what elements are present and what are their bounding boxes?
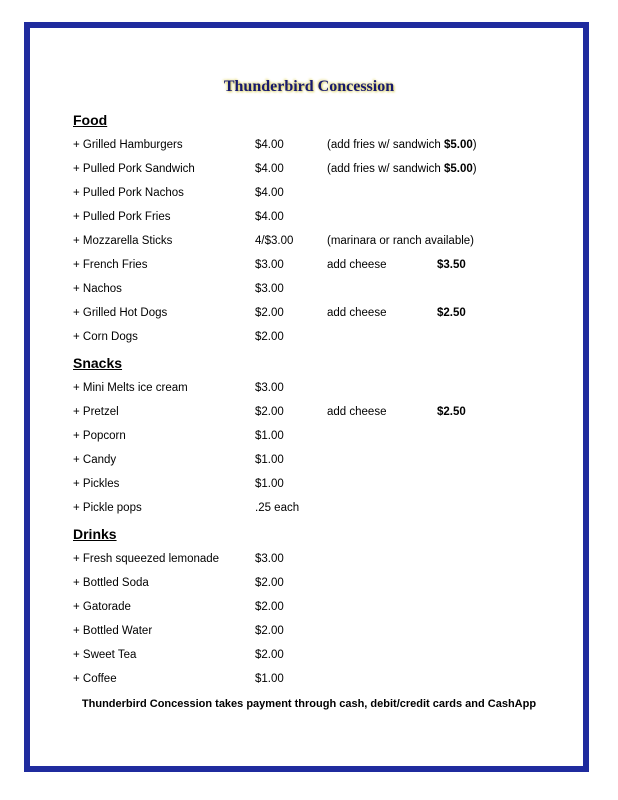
menu-item (0, 673, 618, 691)
item-name: + Grilled Hamburgers (73, 139, 183, 151)
item-name: + Corn Dogs (73, 331, 138, 343)
item-name: + Pulled Pork Sandwich (73, 163, 195, 175)
menu-item (0, 283, 618, 301)
item-note (327, 139, 477, 151)
menu-title: Thunderbird Concession (223, 78, 395, 95)
menu-item (0, 187, 618, 205)
menu-item (0, 235, 618, 253)
item-price: $1.00 (255, 478, 284, 490)
item-name: + Gatorade (73, 601, 131, 613)
menu-item (0, 382, 618, 400)
item-price: $2.00 (255, 601, 284, 613)
item-name: + Mini Melts ice cream (73, 382, 188, 394)
item-note: add cheese (327, 307, 387, 319)
menu-item (0, 211, 618, 229)
menu-item (0, 307, 618, 325)
item-name: + Grilled Hot Dogs (73, 307, 168, 319)
note-price: $5.00 (443, 163, 473, 175)
addon-price: $2.50 (437, 307, 466, 319)
menu-item (0, 331, 618, 349)
item-price: $2.00 (255, 625, 284, 637)
menu-item (0, 577, 618, 595)
item-name: + Candy (73, 454, 117, 466)
item-note: (marinara or ranch available) (327, 235, 475, 247)
item-price: $2.00 (255, 649, 284, 661)
item-name: + Pulled Pork Nachos (73, 187, 184, 199)
menu-item (0, 430, 618, 448)
menu-item (0, 502, 618, 520)
section-heading-drinks: Drinks (73, 526, 117, 542)
item-name: + Mozzarella Sticks (73, 235, 173, 247)
menu-item (0, 553, 618, 571)
item-price: 4/$3.00 (255, 235, 294, 247)
item-price: $2.00 (255, 307, 284, 319)
item-price: $1.00 (255, 454, 284, 466)
item-name: + Bottled Soda (73, 577, 149, 589)
note-close: ) (472, 163, 477, 175)
item-name: + French Fries (73, 259, 148, 271)
item-name: + Sweet Tea (73, 649, 137, 661)
item-price: $3.00 (255, 283, 284, 295)
item-name: + Pickles (73, 478, 120, 490)
menu-item (0, 454, 618, 472)
item-price: $2.00 (255, 577, 284, 589)
addon-price: $2.50 (437, 406, 466, 418)
item-price: $4.00 (255, 139, 284, 151)
payment-footer: Thunderbird Concession takes payment through cash, debit/credit cards and CashApp (81, 698, 537, 710)
item-price: $3.00 (255, 382, 284, 394)
menu-item (0, 406, 618, 424)
item-name: + Coffee (73, 673, 117, 685)
item-price: $1.00 (255, 430, 284, 442)
note-close: ) (472, 139, 477, 151)
menu-item (0, 139, 618, 157)
item-price: $4.00 (255, 187, 284, 199)
item-name: + Pulled Pork Fries (73, 211, 171, 223)
item-name: + Pretzel (73, 406, 119, 418)
item-name: + Pickle pops (73, 502, 142, 514)
item-name: + Nachos (73, 283, 122, 295)
menu-item (0, 478, 618, 496)
item-price: .25 each (255, 502, 300, 514)
item-price: $2.00 (255, 406, 284, 418)
section-heading-snacks: Snacks (73, 355, 123, 371)
note-price: $5.00 (443, 139, 473, 151)
note-text: (add fries w/ sandwich (327, 139, 444, 151)
menu-item (0, 259, 618, 277)
item-price: $2.00 (255, 331, 284, 343)
section-heading-food: Food (73, 112, 108, 128)
item-name: + Fresh squeezed lemonade (73, 553, 220, 565)
item-name: + Popcorn (73, 430, 126, 442)
menu-item (0, 163, 618, 181)
menu-item (0, 601, 618, 619)
item-price: $4.00 (255, 163, 284, 175)
item-note (327, 163, 477, 175)
item-note: add cheese (327, 406, 387, 418)
item-note: add cheese (327, 259, 387, 271)
item-price: $3.00 (255, 553, 284, 565)
menu-item (0, 649, 618, 667)
note-text: (add fries w/ sandwich (327, 163, 444, 175)
item-price: $1.00 (255, 673, 284, 685)
item-price: $4.00 (255, 211, 284, 223)
menu-item (0, 625, 618, 643)
addon-price: $3.50 (437, 259, 466, 271)
item-price: $3.00 (255, 259, 284, 271)
item-name: + Bottled Water (73, 625, 153, 637)
